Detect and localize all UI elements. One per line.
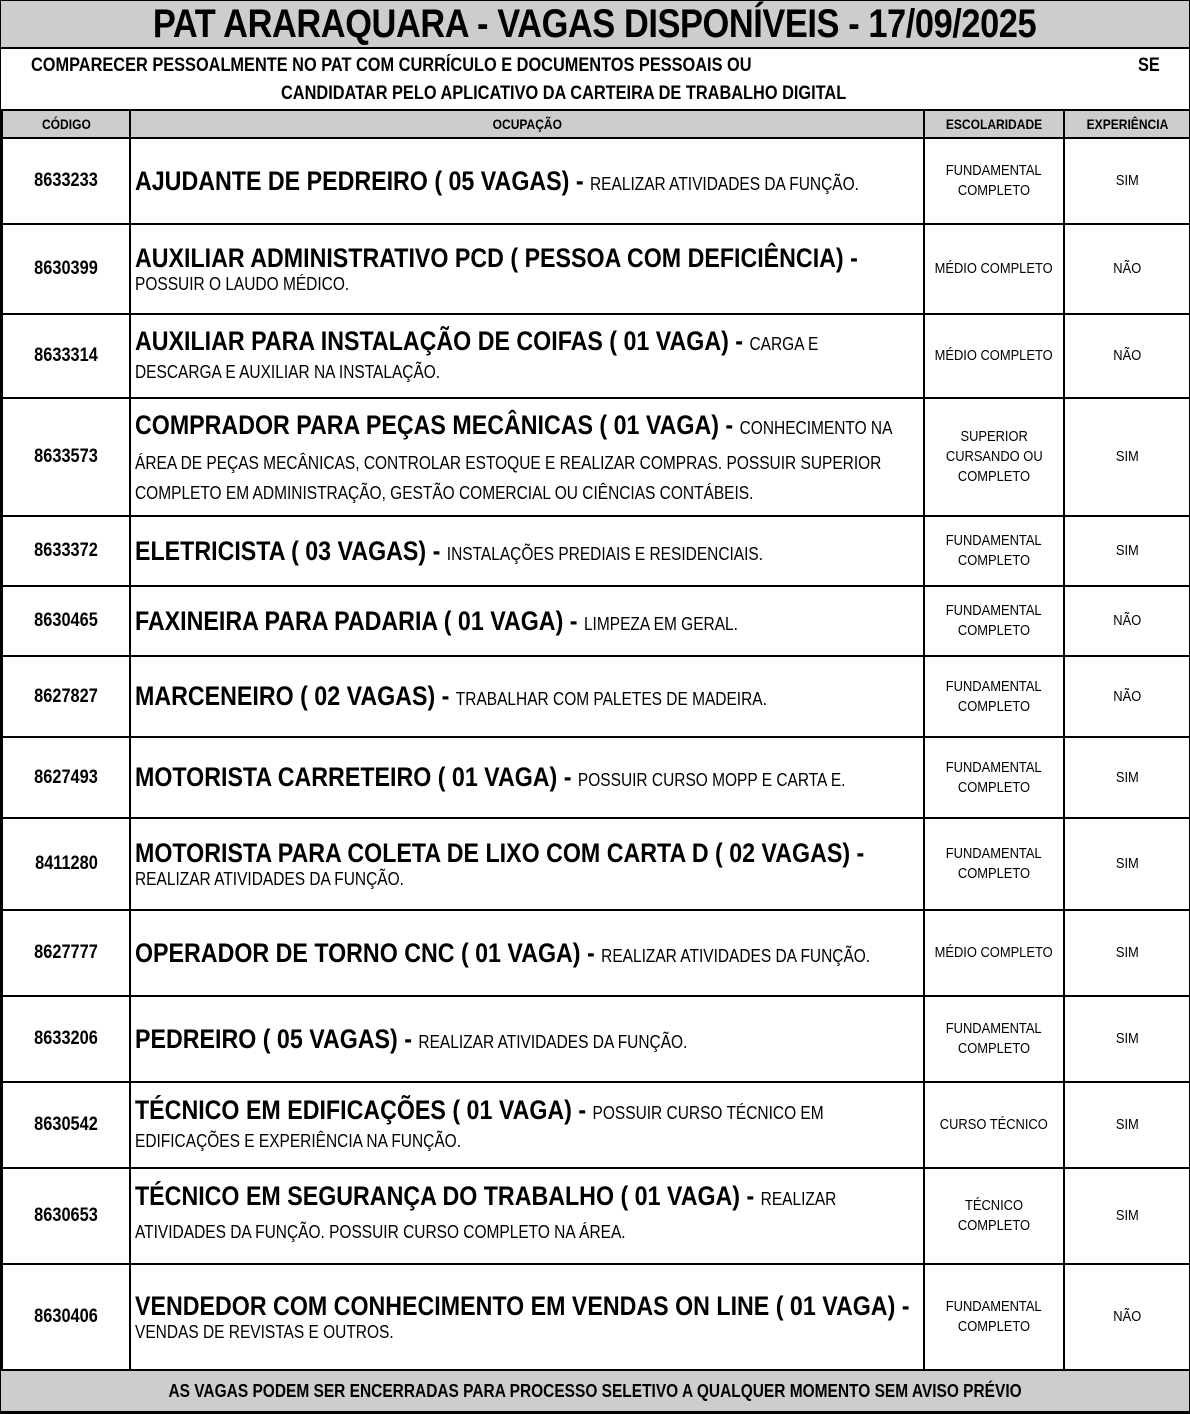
experience-cell: [1064, 818, 1190, 910]
occupation-content: [135, 407, 917, 508]
occupation-description-line: ATIVIDADES DA FUNÇÃO. POSSUIR CURSO COMPLETO NA ÁREA.: [135, 1221, 626, 1242]
job-code: 8630542: [34, 1114, 98, 1135]
occupation-cell: [130, 1168, 924, 1264]
occupation-description: LIMPEZA EM GERAL.: [583, 613, 738, 634]
occupation-description-line: EDIFICAÇÕES E EXPERIÊNCIA NA FUNÇÃO.: [135, 1130, 462, 1151]
job-code-cell: [2, 818, 130, 910]
occupation-content: [135, 681, 917, 712]
table-row: [2, 586, 1190, 656]
table-row: [2, 314, 1190, 398]
table-row: [2, 1082, 1190, 1168]
education-text: COMPLETO: [957, 697, 1031, 715]
experience-value: SIM: [1115, 172, 1139, 189]
job-code-cell: [2, 656, 130, 737]
education-text: COMPLETO: [957, 865, 1031, 882]
occupation-description: REALIZAR ATIVIDADES DA FUNÇÃO.: [418, 1031, 688, 1052]
job-code: 8633372: [34, 540, 98, 561]
column-header-experience: EXPERIÊNCIA: [1064, 111, 1190, 138]
occupation-title: MOTORISTA CARRETEIRO ( 01 VAGA) -: [135, 762, 578, 792]
education-text: COMPLETO: [957, 182, 1031, 199]
education-text: FUNDAMENTAL: [946, 845, 1042, 862]
occupation-description-line: REALIZAR ATIVIDADES DA FUNÇÃO.: [135, 869, 404, 889]
table-row: [2, 737, 1190, 818]
notice-line-1-right: SE: [1138, 55, 1160, 76]
occupation-description: CONHECIMENTO NA: [739, 417, 893, 438]
occupation-title: PEDREIRO ( 05 VAGAS) -: [135, 1023, 419, 1054]
education-cell: [924, 138, 1064, 224]
occupation-content: [135, 1291, 917, 1343]
occupation-line: [135, 326, 917, 357]
education-text: COMPLETO: [957, 622, 1031, 639]
experience-cell: [1064, 516, 1190, 586]
occupation-title: MARCENEIRO ( 02 VAGAS) -: [135, 681, 456, 711]
occupation-content: [135, 243, 917, 295]
occupation-description: REALIZAR ATIVIDADES DA FUNÇÃO.: [601, 945, 871, 966]
occupation-cell: [130, 224, 924, 314]
education-cell: [924, 314, 1064, 398]
occupation-content: [135, 838, 917, 890]
column-header-code: CÓDIGO: [2, 111, 130, 138]
notice-line-1: COMPARECER PESSOALMENTE NO PAT COM CURRÍCULO E DOCUMENTOS PESSOAIS OU: [31, 55, 752, 76]
experience-value: SIM: [1115, 1207, 1139, 1224]
occupation-content: [135, 166, 917, 197]
occupation-description-line: ÁREA DE PEÇAS MECÂNICAS, CONTROLAR ESTOQUE E REALIZAR COMPRAS. POSSUIR SUPERIOR: [135, 452, 882, 473]
education-text: COMPLETO: [957, 468, 1031, 485]
page-title: PAT ARARAQUARA - VAGAS DISPONÍVEIS - 17/09/2025: [153, 1, 1037, 46]
occupation-cell: [130, 996, 924, 1082]
column-header-occupation: OCUPAÇÃO: [130, 111, 924, 138]
occupation-line: [135, 1024, 917, 1055]
occupation-cell: [130, 516, 924, 586]
page-title-bar: [1, 1, 1189, 49]
occupation-title: AUXILIAR ADMINISTRATIVO PCD ( PESSOA COM DEFICIÊNCIA) -: [135, 243, 858, 273]
occupation-content: [135, 606, 917, 637]
occupation-cell: [130, 737, 924, 818]
job-code: 8630653: [34, 1205, 98, 1226]
education-text: MÉDIO COMPLETO: [934, 260, 1054, 277]
jobs-table-body: [2, 138, 1190, 1370]
job-code: 8627777: [34, 942, 98, 963]
occupation-line: [135, 1291, 917, 1322]
table-row: [2, 138, 1190, 224]
job-code: 8627493: [34, 766, 98, 788]
occupation-cell: [130, 138, 924, 224]
experience-cell: [1064, 224, 1190, 314]
occupation-description: POSSUIR CURSO TÉCNICO EM: [592, 1102, 824, 1123]
job-code: 8630399: [34, 258, 98, 279]
job-code-cell: [2, 398, 130, 516]
occupation-cell: [130, 314, 924, 398]
education-text: COMPLETO: [957, 778, 1031, 796]
occupation-line: [135, 938, 917, 969]
job-code-cell: [2, 1264, 130, 1370]
experience-cell: [1064, 656, 1190, 737]
education-text: FUNDAMENTAL: [946, 758, 1042, 776]
experience-cell: [1064, 138, 1190, 224]
job-code: 8633314: [34, 345, 98, 366]
occupation-description: POSSUIR CURSO MOPP E CARTA E.: [577, 770, 846, 790]
education-text: COMPLETO: [957, 1318, 1031, 1335]
education-cell: [924, 516, 1064, 586]
occupation-description-line: VENDAS DE REVISTAS E OUTROS.: [135, 1322, 394, 1342]
jobs-table: [1, 111, 1190, 1371]
education-text: FUNDAMENTAL: [946, 1298, 1042, 1315]
occupation-description-line: COMPLETO EM ADMINISTRAÇÃO, GESTÃO COMERCIAL OU CIÊNCIAS CONTÁBEIS.: [135, 482, 754, 503]
occupation-cell: [130, 910, 924, 996]
education-text: TÉCNICO COMPLETO: [957, 1197, 1031, 1234]
job-code-cell: [2, 1082, 130, 1168]
job-code: 8627827: [34, 685, 98, 707]
occupation-line: [135, 1095, 917, 1126]
job-code: 8633206: [34, 1028, 98, 1049]
occupation-content: [135, 326, 917, 387]
occupation-description: REALIZAR: [760, 1188, 837, 1209]
footer-text: AS VAGAS PODEM SER ENCERRADAS PARA PROCESSO SELETIVO A QUALQUER MOMENTO SEM AVISO PRÉVIO: [168, 1380, 1022, 1401]
occupation-content: [135, 938, 917, 969]
table-row: [2, 224, 1190, 314]
occupation-content: [135, 762, 917, 793]
occupation-line: [135, 606, 917, 637]
job-code-cell: [2, 737, 130, 818]
education-cell: [924, 224, 1064, 314]
table-row: [2, 818, 1190, 910]
occupation-description-line: POSSUIR O LAUDO MÉDICO.: [135, 274, 350, 294]
experience-value: NÃO: [1113, 1308, 1141, 1325]
education-cell: [924, 656, 1064, 737]
occupation-cell: [130, 1082, 924, 1168]
occupation-title: VENDEDOR COM CONHECIMENTO EM VENDAS ON LINE ( 01 VAGA) -: [135, 1291, 910, 1321]
occupation-title: COMPRADOR PARA PEÇAS MECÂNICAS ( 01 VAGA) -: [135, 409, 740, 440]
education-cell: [924, 818, 1064, 910]
occupation-content: [135, 1181, 917, 1252]
education-text: SUPERIOR: [960, 428, 1028, 445]
table-row: [2, 910, 1190, 996]
occupation-line: [135, 762, 917, 793]
occupation-line: [135, 838, 917, 869]
experience-cell: [1064, 1082, 1190, 1168]
job-code: 8411280: [34, 853, 98, 874]
occupation-description: CARGA E: [749, 333, 819, 354]
job-code-cell: [2, 586, 130, 656]
occupation-line: [135, 1181, 917, 1212]
table-row: [2, 656, 1190, 737]
job-code-cell: [2, 314, 130, 398]
occupation-cell: [130, 586, 924, 656]
experience-cell: [1064, 910, 1190, 996]
experience-value: NÃO: [1113, 612, 1141, 629]
job-code: 8630465: [34, 610, 98, 631]
occupation-line: [135, 243, 917, 274]
experience-value: SIM: [1115, 855, 1139, 872]
occupation-title: AJUDANTE DE PEDREIRO ( 05 VAGAS) -: [135, 165, 591, 196]
occupation-content: [135, 536, 917, 567]
table-row: [2, 516, 1190, 586]
occupation-cell: [130, 1264, 924, 1370]
education-text: COMPLETO: [957, 552, 1031, 569]
education-cell: [924, 1082, 1064, 1168]
occupation-line: [135, 681, 917, 712]
experience-cell: [1064, 314, 1190, 398]
occupation-cell: [130, 398, 924, 516]
experience-value: SIM: [1115, 944, 1139, 961]
education-text: CURSANDO OU: [945, 448, 1043, 465]
occupation-content: [135, 1024, 917, 1055]
education-text: MÉDIO COMPLETO: [934, 944, 1054, 961]
occupation-title: ELETRICISTA ( 03 VAGAS) -: [135, 535, 447, 566]
education-cell: [924, 1264, 1064, 1370]
experience-value: NÃO: [1113, 687, 1141, 705]
education-text: FUNDAMENTAL: [946, 162, 1042, 179]
occupation-description-line: DESCARGA E AUXILIAR NA INSTALAÇÃO.: [135, 361, 441, 382]
occupation-cell: [130, 818, 924, 910]
occupation-cell: [130, 656, 924, 737]
occupation-description: TRABALHAR COM PALETES DE MADEIRA.: [455, 689, 767, 709]
job-code-cell: [2, 224, 130, 314]
occupation-line: [135, 536, 917, 567]
education-cell: [924, 398, 1064, 516]
job-code-cell: [2, 516, 130, 586]
job-code-cell: [2, 1168, 130, 1264]
education-cell: [924, 910, 1064, 996]
experience-value: NÃO: [1113, 347, 1141, 364]
education-cell: [924, 586, 1064, 656]
job-code-cell: [2, 996, 130, 1082]
job-code-cell: [2, 138, 130, 224]
occupation-title: FAXINEIRA PARA PADARIA ( 01 VAGA) -: [135, 605, 584, 636]
education-cell: [924, 996, 1064, 1082]
occupation-description: REALIZAR ATIVIDADES DA FUNÇÃO.: [590, 173, 859, 194]
instructions-notice: [1, 49, 1189, 111]
occupation-title: MOTORISTA PARA COLETA DE LIXO COM CARTA D ( 02 VAGAS) -: [135, 838, 865, 868]
education-cell: [924, 737, 1064, 818]
education-text: FUNDAMENTAL: [946, 532, 1042, 549]
experience-cell: [1064, 398, 1190, 516]
occupation-title: TÉCNICO EM EDIFICAÇÕES ( 01 VAGA) -: [135, 1094, 593, 1125]
experience-value: SIM: [1115, 542, 1139, 559]
footer-disclaimer: [1, 1371, 1189, 1413]
occupation-line: [135, 407, 917, 448]
education-text: FUNDAMENTAL: [946, 602, 1042, 619]
job-code-cell: [2, 910, 130, 996]
education-cell: [924, 1168, 1064, 1264]
education-text: MÉDIO COMPLETO: [934, 347, 1054, 364]
experience-cell: [1064, 1264, 1190, 1370]
occupation-title: OPERADOR DE TORNO CNC ( 01 VAGA) -: [135, 937, 602, 968]
table-header-row: [2, 111, 1190, 138]
occupation-description: INSTALAÇÕES PREDIAIS E RESIDENCIAIS.: [446, 543, 764, 564]
job-code: 8633233: [34, 170, 98, 191]
table-row: [2, 1264, 1190, 1370]
experience-value: SIM: [1115, 1116, 1139, 1133]
education-text: FUNDAMENTAL: [946, 677, 1042, 695]
occupation-title: TÉCNICO EM SEGURANÇA DO TRABALHO ( 01 VAGA) -: [135, 1180, 761, 1211]
job-code: 8630406: [34, 1306, 98, 1327]
notice-line-2: CANDIDATAR PELO APLICATIVO DA CARTEIRA DE TRABALHO DIGITAL: [281, 83, 847, 104]
column-header-education: ESCOLARIDADE: [924, 111, 1064, 138]
education-text: CURSO TÉCNICO: [939, 1116, 1048, 1133]
experience-value: SIM: [1115, 768, 1139, 786]
table-row: [2, 996, 1190, 1082]
table-row: [2, 398, 1190, 516]
experience-cell: [1064, 586, 1190, 656]
experience-cell: [1064, 1168, 1190, 1264]
occupation-content: [135, 1095, 917, 1156]
experience-value: NÃO: [1113, 260, 1141, 277]
experience-cell: [1064, 996, 1190, 1082]
education-text: FUNDAMENTAL: [946, 1020, 1042, 1037]
education-text: COMPLETO: [957, 1040, 1031, 1057]
job-code: 8633573: [34, 446, 98, 467]
occupation-line: [135, 166, 917, 197]
experience-value: SIM: [1115, 1030, 1139, 1047]
occupation-title: AUXILIAR PARA INSTALAÇÃO DE COIFAS ( 01 VAGA) -: [135, 325, 750, 356]
experience-cell: [1064, 737, 1190, 818]
experience-value: SIM: [1115, 448, 1139, 465]
table-row: [2, 1168, 1190, 1264]
